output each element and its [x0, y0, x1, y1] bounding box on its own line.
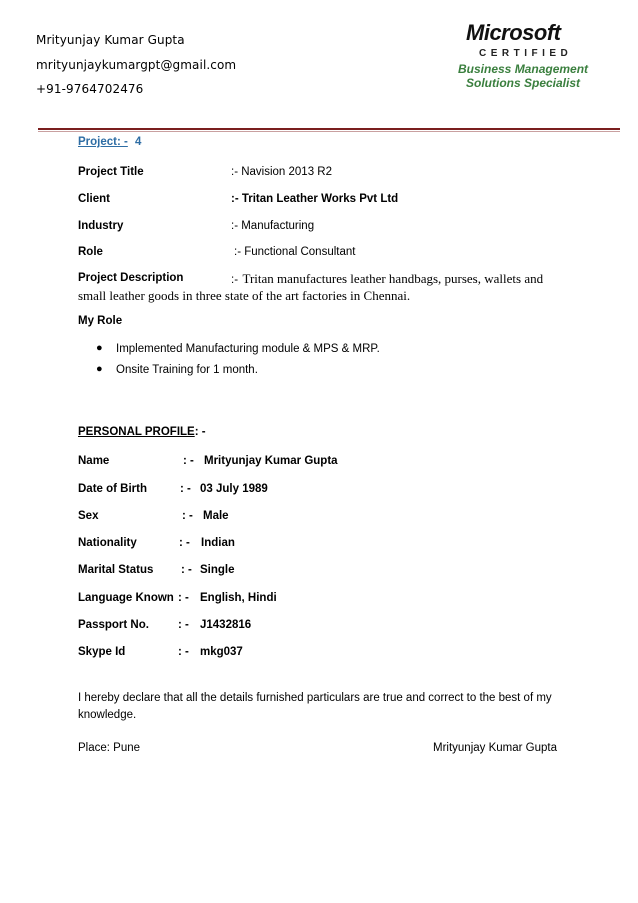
- industry-label: Industry: [78, 220, 124, 232]
- declaration-line1: I hereby declare that all the details furnished particulars are true and correct to the best of my: [78, 692, 552, 704]
- separator-line-thin: [38, 131, 620, 132]
- place: Place: Pune: [78, 742, 141, 754]
- role-label: Role: [78, 246, 103, 258]
- project-title-label: Project Title: [78, 166, 144, 178]
- name-label: Name: [78, 455, 110, 467]
- sex-value: Male: [203, 510, 229, 522]
- personal-profile-heading: [78, 426, 206, 438]
- project-number: 4: [135, 136, 142, 148]
- logo-certified: CERTIFIED: [479, 48, 573, 59]
- nationality-value: Indian: [201, 537, 235, 549]
- language-label: Language Known: [78, 592, 174, 604]
- skype-value: mkg037: [200, 646, 243, 658]
- microsoft-certified-logo: [454, 20, 604, 90]
- passport-sep: : -: [178, 619, 189, 631]
- marital-status-label: Marital Status: [78, 564, 154, 576]
- dob-label: Date of Birth: [78, 483, 147, 495]
- marital-status-value: Single: [200, 564, 235, 576]
- sex-label: Sex: [78, 510, 99, 522]
- marital-status-sep: : -: [181, 564, 192, 576]
- applicant-phone: +91-9764702476: [36, 82, 144, 96]
- project-description-sep: :-: [231, 274, 239, 286]
- project-description-line1: [231, 270, 543, 288]
- dob-sep: : -: [180, 483, 191, 495]
- personal-profile-heading-label: PERSONAL PROFILE: [78, 426, 195, 438]
- skype-sep: : -: [178, 646, 189, 658]
- applicant-email: mrityunjaykumargpt@gmail.com: [36, 58, 237, 72]
- separator-line: [38, 128, 620, 130]
- sex-sep: : -: [182, 510, 193, 522]
- role-item: Onsite Training for 1 month.: [116, 364, 258, 376]
- signature-name: Mrityunjay Kumar Gupta: [433, 742, 557, 754]
- industry-value: :- Manufacturing: [231, 220, 315, 232]
- logo-line2: Solutions Specialist: [466, 76, 581, 90]
- passport-value: J1432816: [200, 619, 252, 631]
- bullet-icon: ●: [96, 363, 103, 375]
- name-value: Mrityunjay Kumar Gupta: [204, 455, 338, 467]
- project-heading: [78, 136, 141, 148]
- project-title-value: :- Navision 2013 R2: [231, 166, 332, 178]
- bullet-icon: ●: [96, 342, 103, 354]
- applicant-name: Mrityunjay Kumar Gupta: [36, 33, 185, 47]
- role-item: Implemented Manufacturing module & MPS & MRP.: [116, 343, 380, 355]
- passport-label: Passport No.: [78, 619, 149, 631]
- logo-brand: Microsoft: [466, 20, 561, 45]
- client-value: :- Tritan Leather Works Pvt Ltd: [231, 193, 399, 205]
- project-description-label: Project Description: [78, 272, 184, 284]
- project-description-line2: small leather goods in three state of the art factories in Chennai.: [78, 288, 411, 303]
- language-value: English, Hindi: [200, 592, 277, 604]
- personal-profile-heading-suffix: : -: [194, 426, 206, 438]
- project-description-text1: Tritan manufactures leather handbags, purses, wallets and: [242, 271, 544, 286]
- logo-line1: Business Management: [458, 62, 589, 76]
- my-role-label: My Role: [78, 315, 123, 327]
- skype-label: Skype Id: [78, 646, 126, 658]
- declaration-line2: knowledge.: [78, 709, 137, 721]
- project-heading-label: Project: -: [78, 136, 128, 148]
- nationality-sep: : -: [179, 537, 190, 549]
- dob-value: 03 July 1989: [200, 483, 268, 495]
- language-sep: : -: [178, 592, 189, 604]
- client-label: Client: [78, 193, 110, 205]
- nationality-label: Nationality: [78, 537, 137, 549]
- name-sep: : -: [183, 455, 194, 467]
- role-value: :- Functional Consultant: [234, 246, 356, 258]
